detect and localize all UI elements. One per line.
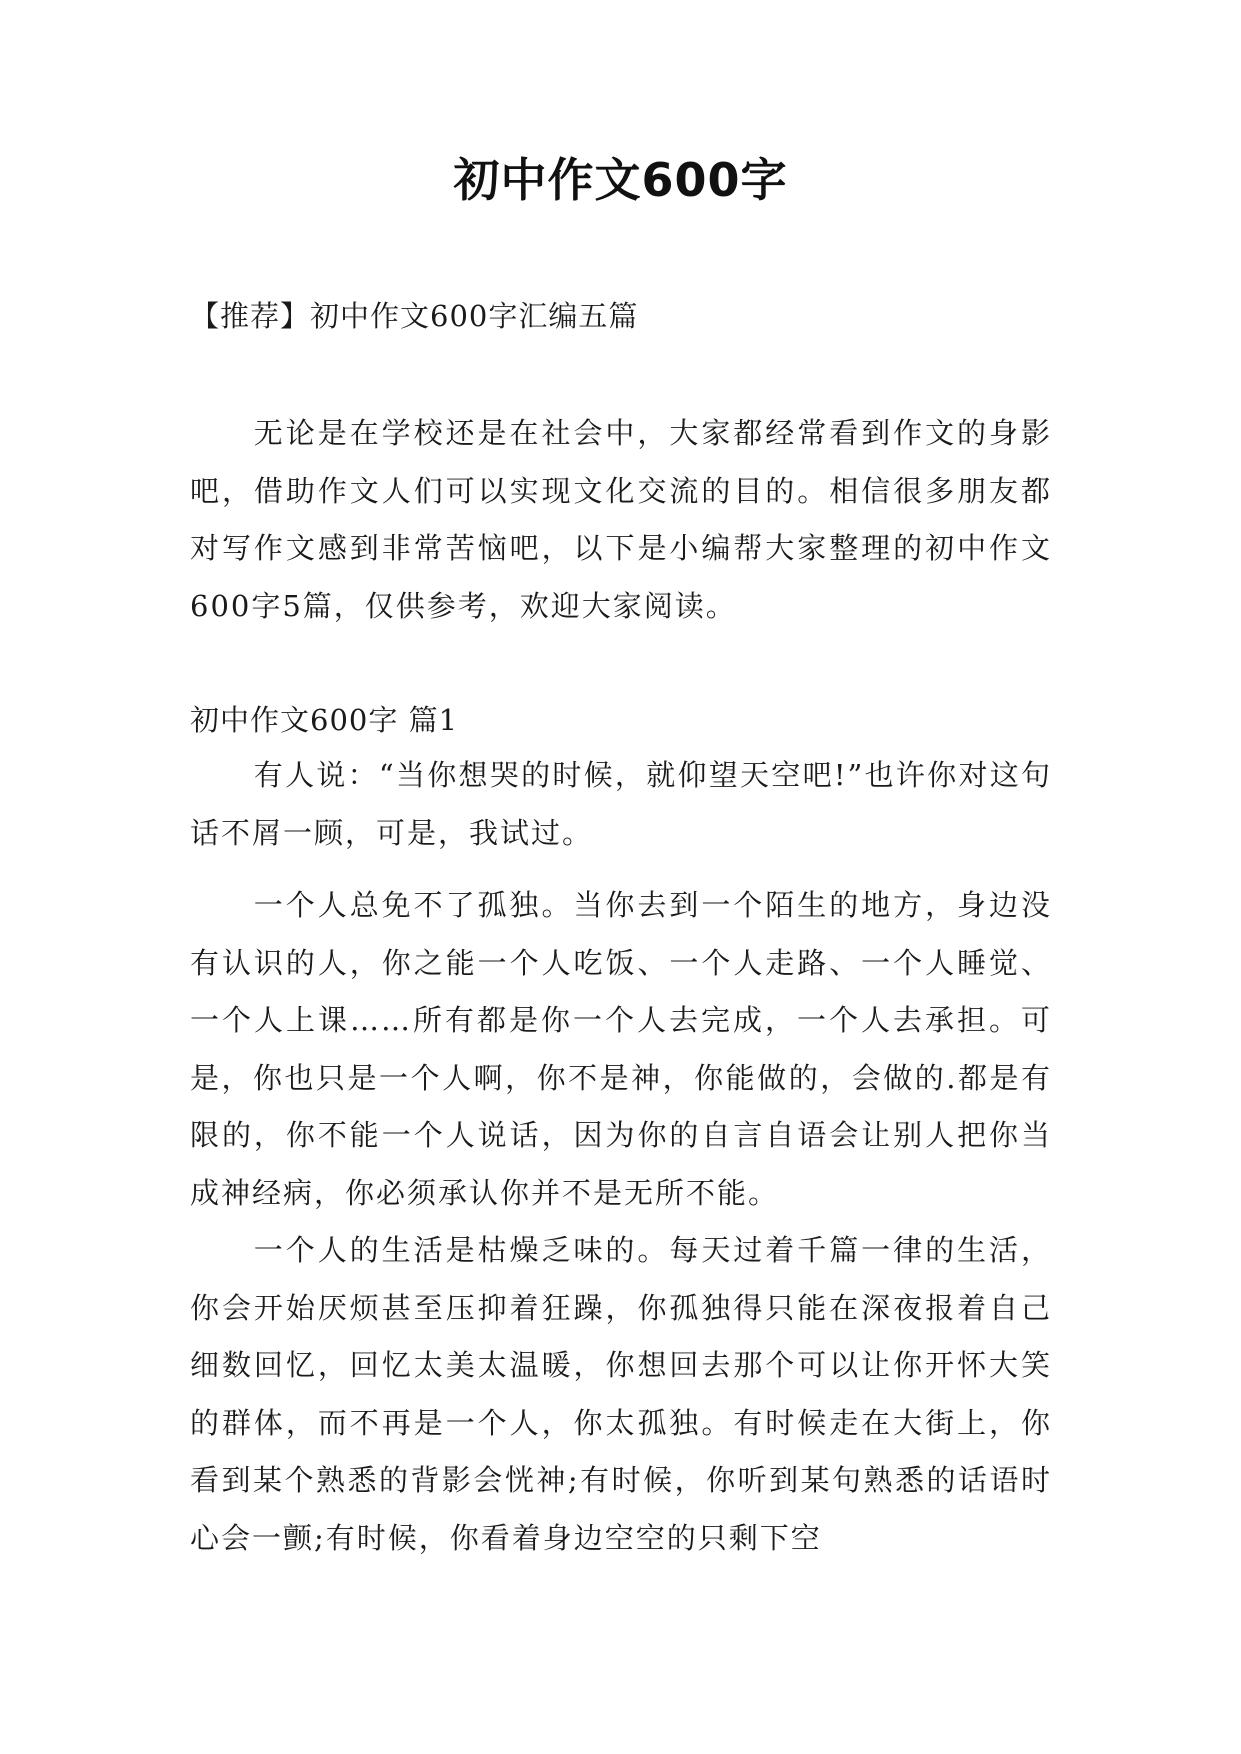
body-paragraph: 一个人的生活是枯燥乏味的。每天过着千篇一律的生活，你会开始厌烦甚至压抑着狂躁，你孤独得只能在深夜报着自己细数回忆，回忆太美太温暖，你想回去那个可以让你开怀大笑的群体，而不再是一个人，你太孤独。有时候走在大街上，你看到某个熟悉的背影会恍神;有时候，你听到某句熟悉的话语时心会一颤;有时候，你看着身边空空的只剩下空: [190, 1233, 1052, 1555]
section-title: 初中作文600字 篇1: [190, 703, 459, 737]
document-subtitle: 【推荐】初中作文600字汇编五篇: [190, 299, 639, 333]
body-paragraph: 有人说：“当你想哭的时候，就仰望天空吧!”也许你对这句话不屑一顾，可是，我试过。: [190, 758, 1052, 850]
intro-paragraph: 无论是在学校还是在社会中，大家都经常看到作文的身影吧，借助作文人们可以实现文化交流的目的。相信很多朋友都对写作文感到非常苦恼吧，以下是小编帮大家整理的初中作文600字5篇，仅供参考，欢迎大家阅读。: [190, 416, 1052, 623]
body-paragraph: 一个人总免不了孤独。当你去到一个陌生的地方，身边没有认识的人，你之能一个人吃饭、一个人走路、一个人睡觉、一个人上课……所有都是你一个人去完成，一个人去承担。可是，你也只是一个人啊，你不是神，你能做的，会做的.都是有限的，你不能一个人说话，因为你的自言自语会让别人把你当成神经病，你必须承认你并不是无所不能。: [190, 888, 1052, 1210]
document-title: 初中作文600字: [453, 153, 788, 207]
